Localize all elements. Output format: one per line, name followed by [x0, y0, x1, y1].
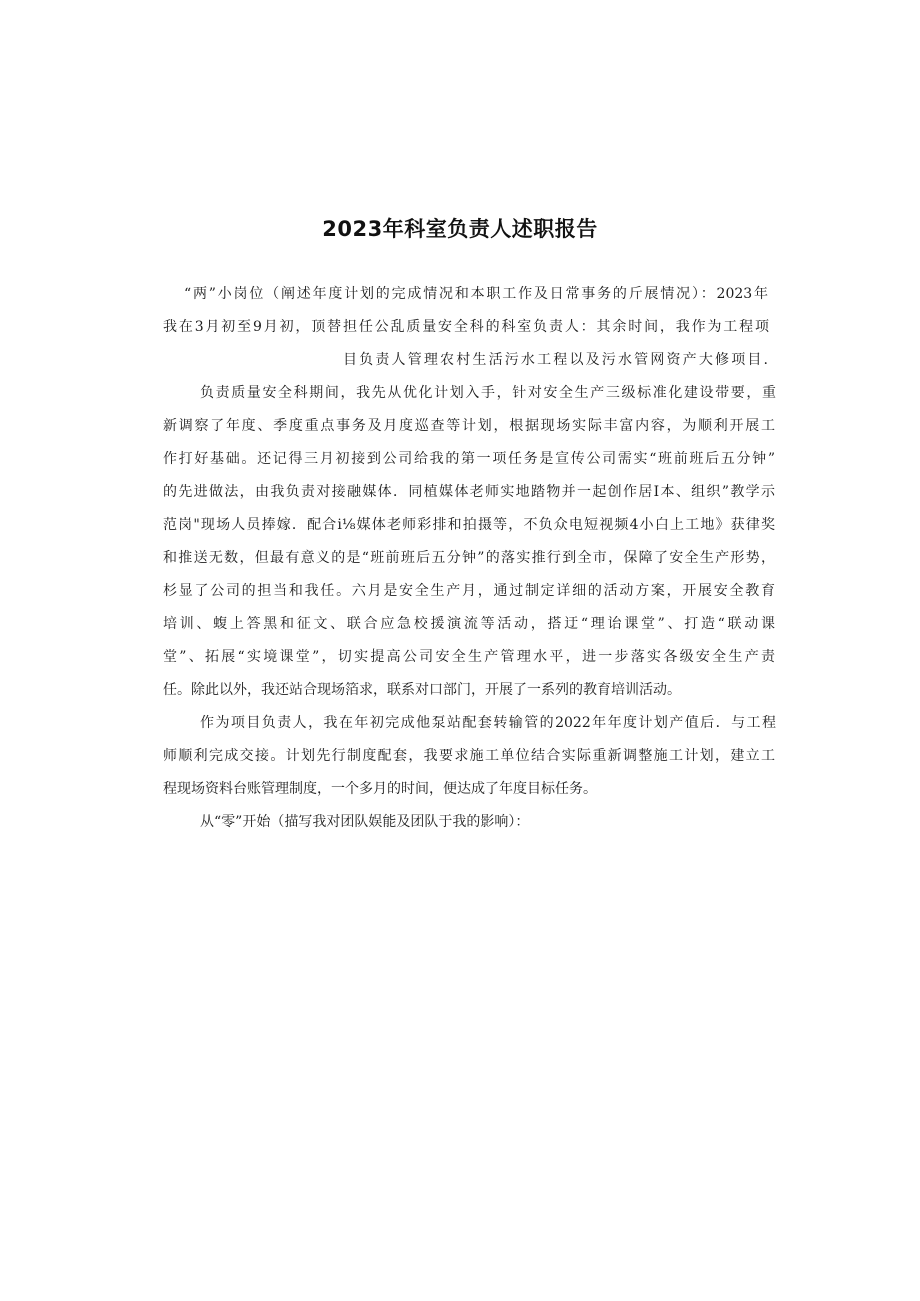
paragraph1-line-1: 负责质量安全科期间，我先从优化计划入手，针对安全生产三级标准化建设带要，重 [200, 385, 776, 401]
intro-line-3: 目负责人管理农村生活污水工程以及污水管网资产大修项目. [343, 352, 768, 368]
paragraph2-line-3: 程现场资料台账管理制度，一个多月的时间，便达成了年度目标任务。 [163, 781, 597, 797]
paragraph1-line-5: 范岗"现场人员捧嫁．配合i⅛媒体老师彩排和拍摄等，不负众电短视频4小白上工地》获律奖 [163, 517, 775, 533]
paragraph1-line-4: 的先进做法，由我负责对接融媒体．同植媒体老师实地踏物并一起创作居I本、组织”教学示 [163, 484, 775, 500]
intro-line-1: “两”小岗位（阐述年度计划的完成情况和本职工作及日常事务的斤展情况）：2023年 [184, 286, 768, 302]
paragraph2-line-2: 师顺利完成交接。计划先行制度配套，我要求施工单位结合实际重新调整施工计划，建立工 [163, 748, 775, 764]
paragraph1-line-3: 作打好基础。还记得三月初接到公司给我的第一项任务是宣传公司需实“班前班后五分钟” [163, 451, 775, 467]
paragraph1-line-8: 培训、蝮上答黑和征文、联合应急校援演流等活动，搭迂“理诒课堂”、打造“联动课 [163, 616, 775, 632]
paragraph1-line-10: 任。除此以外，我还站合现场箔求，联系对口部门，开展了一系列的教育培训活动。 [163, 682, 681, 698]
paragraph1-line-9: 堂”、拓展“实境课堂”，切实提高公司安全生产管理水平，进一步落实各级安全生产责 [163, 649, 775, 665]
paragraph1-line-2: 新调察了年度、季度重点事务及月度巡查等计划，根据现场实际丰富内容，为顺利开展工 [163, 418, 775, 434]
paragraph1-line-6: 和推送无数，但最有意义的是“班前班后五分钟”的落实推行到全市，保障了安全生产形势， [163, 550, 775, 566]
section-heading: 从“零”开始（描写我对团队娱能及团队于我的影响）： [200, 814, 530, 830]
paragraph1-line-7: 杉显了公司的担当和我任。六月是安全生产月，通过制定详细的活动方案，开展安全教育 [163, 583, 775, 599]
document-title: 2023年科室负责人述职报告 [322, 217, 598, 241]
paragraph2-line-1: 作为项目负责人，我在年初完成他泵站配套转输管的2022年年度计划产值后．与工程 [200, 715, 776, 731]
intro-line-2: 我在3月初至9月初，顶替担任公乱质量安全科的科室负责人：其余时间，我作为工程项 [163, 319, 769, 335]
